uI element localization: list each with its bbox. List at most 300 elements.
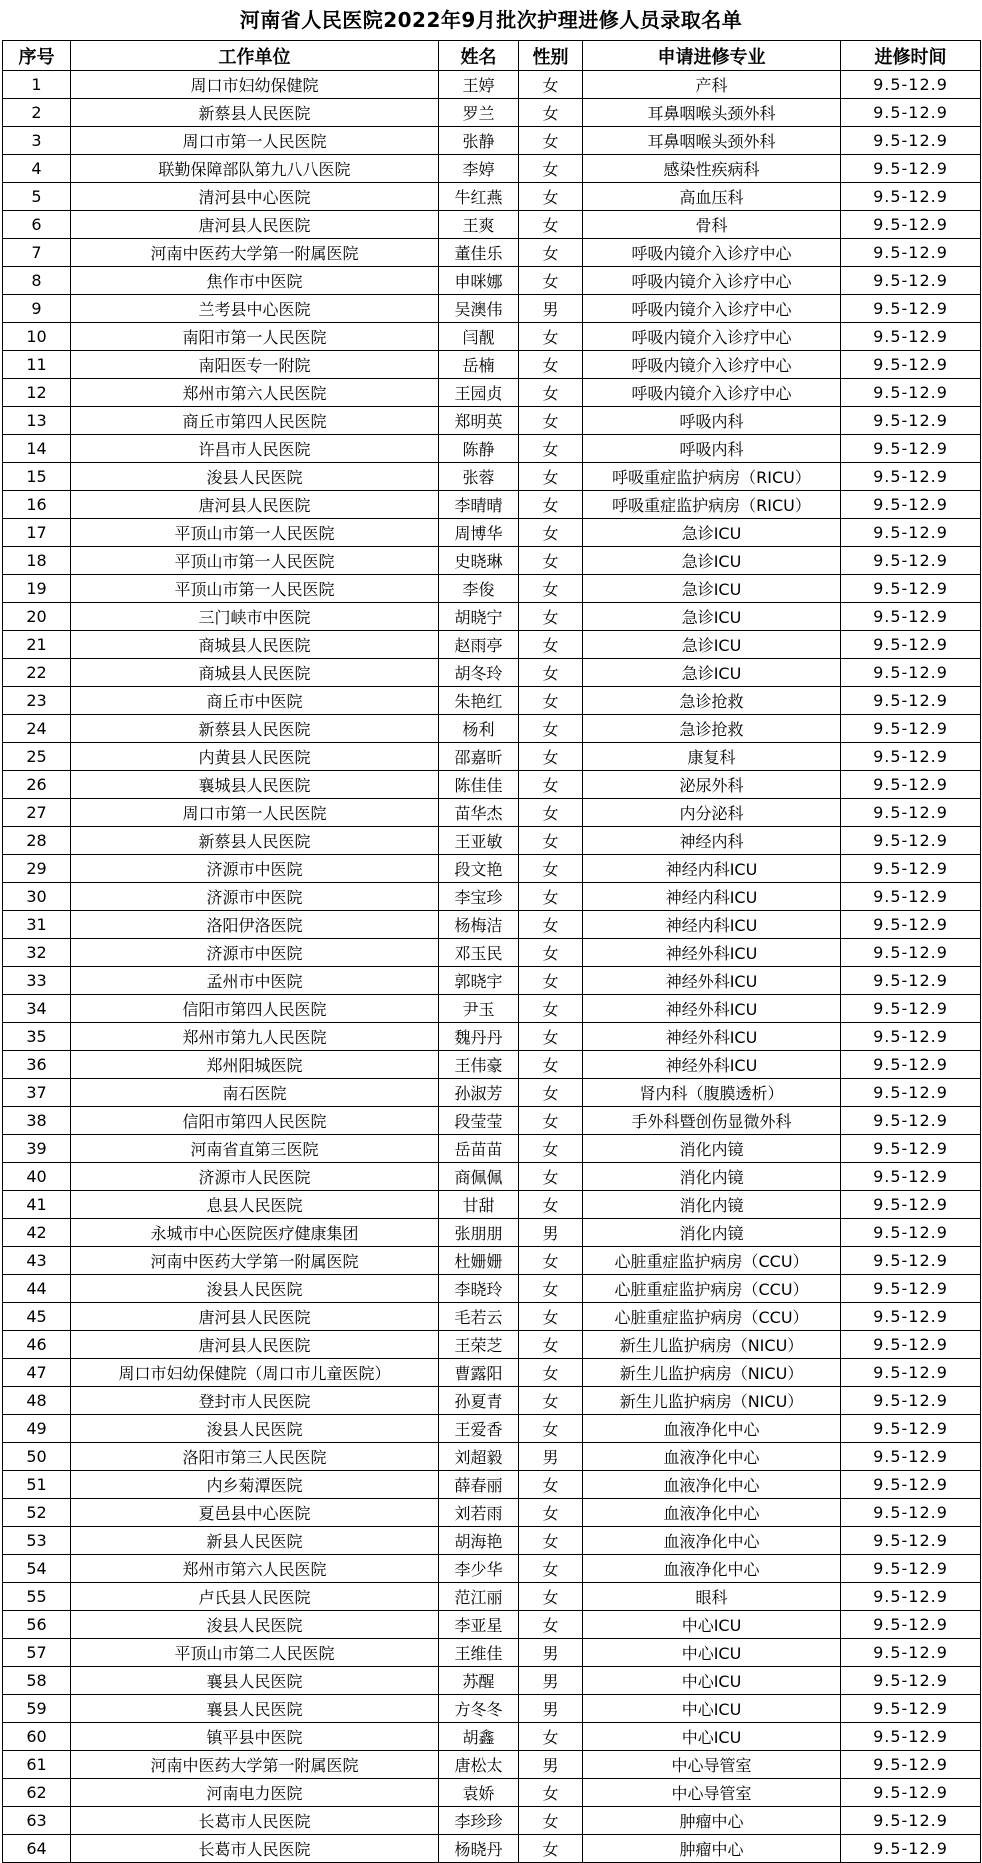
cell-specialty: 肿瘤中心 <box>583 1807 841 1835</box>
cell-period: 9.5-12.9 <box>841 1107 981 1135</box>
cell-name: 罗兰 <box>439 99 519 127</box>
cell-name: 王爽 <box>439 211 519 239</box>
cell-gender: 女 <box>519 1023 583 1051</box>
cell-name: 李珍珍 <box>439 1807 519 1835</box>
cell-period: 9.5-12.9 <box>841 323 981 351</box>
table-row <box>3 1723 981 1751</box>
cell-specialty: 血液净化中心 <box>583 1527 841 1555</box>
cell-index: 10 <box>3 323 71 351</box>
cell-period: 9.5-12.9 <box>841 239 981 267</box>
cell-work-unit: 周口市第一人民医院 <box>71 799 439 827</box>
cell-index: 45 <box>3 1303 71 1331</box>
table-row <box>3 99 981 127</box>
cell-name: 郭晓宇 <box>439 967 519 995</box>
cell-name: 申咪娜 <box>439 267 519 295</box>
cell-work-unit: 济源市中医院 <box>71 939 439 967</box>
table-row <box>3 1583 981 1611</box>
cell-work-unit: 周口市妇幼保健院 <box>71 71 439 99</box>
cell-period: 9.5-12.9 <box>841 1247 981 1275</box>
table-row <box>3 1695 981 1723</box>
cell-name: 张蓉 <box>439 463 519 491</box>
cell-specialty: 骨科 <box>583 211 841 239</box>
cell-period: 9.5-12.9 <box>841 491 981 519</box>
table-row <box>3 1107 981 1135</box>
table-row <box>3 1023 981 1051</box>
cell-gender: 女 <box>519 855 583 883</box>
cell-index: 27 <box>3 799 71 827</box>
header-specialty: 申请进修专业 <box>583 41 841 71</box>
cell-work-unit: 孟州市中医院 <box>71 967 439 995</box>
cell-work-unit: 平顶山市第二人民医院 <box>71 1639 439 1667</box>
cell-specialty: 肿瘤中心 <box>583 1835 841 1863</box>
cell-gender: 女 <box>519 715 583 743</box>
cell-period: 9.5-12.9 <box>841 295 981 323</box>
cell-index: 59 <box>3 1695 71 1723</box>
cell-work-unit: 唐河县人民医院 <box>71 491 439 519</box>
cell-name: 苗华杰 <box>439 799 519 827</box>
table-row <box>3 631 981 659</box>
cell-work-unit: 商丘市中医院 <box>71 687 439 715</box>
cell-gender: 女 <box>519 351 583 379</box>
cell-name: 周博华 <box>439 519 519 547</box>
cell-index: 33 <box>3 967 71 995</box>
cell-name: 赵雨亭 <box>439 631 519 659</box>
cell-work-unit: 新县人民医院 <box>71 1527 439 1555</box>
cell-index: 39 <box>3 1135 71 1163</box>
cell-specialty: 中心ICU <box>583 1639 841 1667</box>
cell-period: 9.5-12.9 <box>841 519 981 547</box>
cell-index: 35 <box>3 1023 71 1051</box>
cell-name: 段莹莹 <box>439 1107 519 1135</box>
cell-period: 9.5-12.9 <box>841 1639 981 1667</box>
cell-gender: 男 <box>519 1751 583 1779</box>
cell-period: 9.5-12.9 <box>841 1443 981 1471</box>
table-row <box>3 967 981 995</box>
cell-work-unit: 郑州市第六人民医院 <box>71 379 439 407</box>
cell-gender: 女 <box>519 827 583 855</box>
cell-period: 9.5-12.9 <box>841 659 981 687</box>
table-row <box>3 1219 981 1247</box>
table-row <box>3 1275 981 1303</box>
table-row <box>3 211 981 239</box>
cell-name: 胡冬玲 <box>439 659 519 687</box>
cell-period: 9.5-12.9 <box>841 715 981 743</box>
cell-gender: 女 <box>519 435 583 463</box>
cell-period: 9.5-12.9 <box>841 967 981 995</box>
cell-gender: 女 <box>519 1051 583 1079</box>
table-row <box>3 127 981 155</box>
cell-gender: 女 <box>519 967 583 995</box>
cell-specialty: 神经外科ICU <box>583 1051 841 1079</box>
cell-gender: 女 <box>519 1079 583 1107</box>
cell-gender: 女 <box>519 99 583 127</box>
cell-name: 孙夏青 <box>439 1387 519 1415</box>
cell-period: 9.5-12.9 <box>841 1191 981 1219</box>
cell-specialty: 呼吸内镜介入诊疗中心 <box>583 239 841 267</box>
cell-index: 54 <box>3 1555 71 1583</box>
cell-gender: 女 <box>519 1303 583 1331</box>
cell-gender: 女 <box>519 491 583 519</box>
cell-gender: 女 <box>519 155 583 183</box>
cell-specialty: 呼吸重症监护病房（RICU） <box>583 491 841 519</box>
cell-work-unit: 济源市中医院 <box>71 883 439 911</box>
cell-specialty: 神经内科ICU <box>583 883 841 911</box>
cell-index: 12 <box>3 379 71 407</box>
cell-work-unit: 襄县人民医院 <box>71 1695 439 1723</box>
cell-specialty: 急诊抢救 <box>583 687 841 715</box>
cell-period: 9.5-12.9 <box>841 1751 981 1779</box>
cell-work-unit: 河南省直第三医院 <box>71 1135 439 1163</box>
cell-work-unit: 夏邑县中心医院 <box>71 1499 439 1527</box>
table-row <box>3 1359 981 1387</box>
table-row <box>3 183 981 211</box>
cell-period: 9.5-12.9 <box>841 1163 981 1191</box>
cell-work-unit: 商丘市第四人民医院 <box>71 407 439 435</box>
cell-name: 孙淑芳 <box>439 1079 519 1107</box>
cell-period: 9.5-12.9 <box>841 463 981 491</box>
cell-name: 李俊 <box>439 575 519 603</box>
cell-index: 62 <box>3 1779 71 1807</box>
table-body <box>3 71 981 1863</box>
cell-specialty: 中心导管室 <box>583 1779 841 1807</box>
cell-gender: 女 <box>519 71 583 99</box>
cell-specialty: 心脏重症监护病房（CCU） <box>583 1247 841 1275</box>
cell-index: 6 <box>3 211 71 239</box>
cell-work-unit: 济源市中医院 <box>71 855 439 883</box>
cell-period: 9.5-12.9 <box>841 799 981 827</box>
cell-work-unit: 商城县人民医院 <box>71 659 439 687</box>
cell-gender: 女 <box>519 1135 583 1163</box>
cell-work-unit: 浚县人民医院 <box>71 463 439 491</box>
cell-name: 杨晓丹 <box>439 1835 519 1863</box>
cell-specialty: 血液净化中心 <box>583 1499 841 1527</box>
cell-specialty: 中心ICU <box>583 1723 841 1751</box>
cell-name: 杨梅洁 <box>439 911 519 939</box>
cell-name: 刘若雨 <box>439 1499 519 1527</box>
header-name: 姓名 <box>439 41 519 71</box>
cell-specialty: 呼吸内镜介入诊疗中心 <box>583 379 841 407</box>
cell-name: 郑明英 <box>439 407 519 435</box>
cell-gender: 女 <box>519 211 583 239</box>
cell-name: 商佩佩 <box>439 1163 519 1191</box>
table-row <box>3 575 981 603</box>
cell-work-unit: 焦作市中医院 <box>71 267 439 295</box>
cell-gender: 女 <box>519 463 583 491</box>
cell-specialty: 神经外科ICU <box>583 939 841 967</box>
cell-specialty: 神经外科ICU <box>583 967 841 995</box>
cell-work-unit: 洛阳伊洛医院 <box>71 911 439 939</box>
cell-gender: 女 <box>519 1723 583 1751</box>
cell-gender: 女 <box>519 883 583 911</box>
cell-work-unit: 襄县人民医院 <box>71 1667 439 1695</box>
cell-specialty: 急诊ICU <box>583 575 841 603</box>
cell-gender: 女 <box>519 239 583 267</box>
cell-specialty: 康复科 <box>583 743 841 771</box>
cell-index: 56 <box>3 1611 71 1639</box>
cell-period: 9.5-12.9 <box>841 267 981 295</box>
cell-name: 唐松太 <box>439 1751 519 1779</box>
page-title: 河南省人民医院2022年9月批次护理进修人员录取名单 <box>239 8 743 32</box>
cell-work-unit: 平顶山市第一人民医院 <box>71 547 439 575</box>
cell-period: 9.5-12.9 <box>841 855 981 883</box>
header-period: 进修时间 <box>841 41 981 71</box>
table-row <box>3 1471 981 1499</box>
cell-period: 9.5-12.9 <box>841 155 981 183</box>
cell-name: 李晓玲 <box>439 1275 519 1303</box>
cell-specialty: 耳鼻咽喉头颈外科 <box>583 99 841 127</box>
cell-period: 9.5-12.9 <box>841 379 981 407</box>
cell-specialty: 高血压科 <box>583 183 841 211</box>
table-row <box>3 1779 981 1807</box>
cell-period: 9.5-12.9 <box>841 1499 981 1527</box>
cell-name: 魏丹丹 <box>439 1023 519 1051</box>
cell-work-unit: 南阳市第一人民医院 <box>71 323 439 351</box>
cell-period: 9.5-12.9 <box>841 183 981 211</box>
cell-specialty: 新生儿监护病房（NICU） <box>583 1387 841 1415</box>
cell-period: 9.5-12.9 <box>841 995 981 1023</box>
cell-period: 9.5-12.9 <box>841 211 981 239</box>
cell-index: 49 <box>3 1415 71 1443</box>
cell-work-unit: 新蔡县人民医院 <box>71 99 439 127</box>
cell-gender: 女 <box>519 1359 583 1387</box>
cell-work-unit: 平顶山市第一人民医院 <box>71 575 439 603</box>
cell-gender: 女 <box>519 1275 583 1303</box>
cell-work-unit: 卢氏县人民医院 <box>71 1583 439 1611</box>
cell-period: 9.5-12.9 <box>841 603 981 631</box>
cell-gender: 女 <box>519 1779 583 1807</box>
cell-specialty: 泌尿外科 <box>583 771 841 799</box>
cell-period: 9.5-12.9 <box>841 1023 981 1051</box>
table-row <box>3 911 981 939</box>
cell-index: 53 <box>3 1527 71 1555</box>
cell-index: 2 <box>3 99 71 127</box>
cell-specialty: 新生儿监护病房（NICU） <box>583 1331 841 1359</box>
table-row <box>3 1527 981 1555</box>
cell-gender: 女 <box>519 1527 583 1555</box>
cell-index: 61 <box>3 1751 71 1779</box>
cell-name: 岳苗苗 <box>439 1135 519 1163</box>
cell-work-unit: 唐河县人民医院 <box>71 1331 439 1359</box>
cell-specialty: 神经外科ICU <box>583 1023 841 1051</box>
table-row <box>3 1331 981 1359</box>
cell-name: 王亚敏 <box>439 827 519 855</box>
cell-work-unit: 南石医院 <box>71 1079 439 1107</box>
cell-index: 15 <box>3 463 71 491</box>
cell-index: 25 <box>3 743 71 771</box>
table-header-row <box>3 41 981 71</box>
cell-work-unit: 登封市人民医院 <box>71 1387 439 1415</box>
cell-gender: 女 <box>519 519 583 547</box>
cell-period: 9.5-12.9 <box>841 1835 981 1863</box>
cell-index: 4 <box>3 155 71 183</box>
cell-index: 58 <box>3 1667 71 1695</box>
cell-specialty: 血液净化中心 <box>583 1443 841 1471</box>
cell-work-unit: 内黄县人民医院 <box>71 743 439 771</box>
cell-name: 杜姗姗 <box>439 1247 519 1275</box>
cell-name: 朱艳红 <box>439 687 519 715</box>
cell-specialty: 中心ICU <box>583 1611 841 1639</box>
cell-gender: 女 <box>519 575 583 603</box>
cell-gender: 女 <box>519 1415 583 1443</box>
cell-name: 曹露阳 <box>439 1359 519 1387</box>
header-work-unit: 工作单位 <box>71 41 439 71</box>
cell-index: 3 <box>3 127 71 155</box>
cell-period: 9.5-12.9 <box>841 939 981 967</box>
cell-specialty: 神经内科ICU <box>583 855 841 883</box>
cell-name: 李婷 <box>439 155 519 183</box>
cell-name: 牛红燕 <box>439 183 519 211</box>
cell-index: 22 <box>3 659 71 687</box>
cell-index: 47 <box>3 1359 71 1387</box>
table-row <box>3 1135 981 1163</box>
cell-work-unit: 内乡菊潭医院 <box>71 1471 439 1499</box>
cell-period: 9.5-12.9 <box>841 631 981 659</box>
cell-gender: 女 <box>519 127 583 155</box>
cell-index: 34 <box>3 995 71 1023</box>
cell-index: 9 <box>3 295 71 323</box>
cell-index: 30 <box>3 883 71 911</box>
table-row <box>3 491 981 519</box>
table-row <box>3 155 981 183</box>
cell-period: 9.5-12.9 <box>841 1219 981 1247</box>
table-row <box>3 1051 981 1079</box>
cell-name: 段文艳 <box>439 855 519 883</box>
cell-index: 48 <box>3 1387 71 1415</box>
cell-specialty: 急诊ICU <box>583 603 841 631</box>
cell-name: 袁娇 <box>439 1779 519 1807</box>
cell-name: 胡海艳 <box>439 1527 519 1555</box>
cell-name: 王爱香 <box>439 1415 519 1443</box>
cell-index: 40 <box>3 1163 71 1191</box>
cell-specialty: 消化内镜 <box>583 1219 841 1247</box>
cell-name: 王婷 <box>439 71 519 99</box>
cell-name: 李晴晴 <box>439 491 519 519</box>
cell-period: 9.5-12.9 <box>841 575 981 603</box>
cell-work-unit: 信阳市第四人民医院 <box>71 1107 439 1135</box>
cell-gender: 女 <box>519 1107 583 1135</box>
cell-work-unit: 清河县中心医院 <box>71 183 439 211</box>
cell-gender: 男 <box>519 1639 583 1667</box>
cell-work-unit: 河南中医药大学第一附属医院 <box>71 1751 439 1779</box>
cell-index: 32 <box>3 939 71 967</box>
cell-gender: 女 <box>519 995 583 1023</box>
cell-specialty: 神经外科ICU <box>583 995 841 1023</box>
cell-index: 36 <box>3 1051 71 1079</box>
cell-index: 60 <box>3 1723 71 1751</box>
cell-work-unit: 信阳市第四人民医院 <box>71 995 439 1023</box>
cell-gender: 女 <box>519 799 583 827</box>
cell-work-unit: 许昌市人民医院 <box>71 435 439 463</box>
cell-gender: 女 <box>519 1387 583 1415</box>
table-row <box>3 463 981 491</box>
cell-index: 1 <box>3 71 71 99</box>
cell-specialty: 急诊ICU <box>583 659 841 687</box>
cell-specialty: 中心ICU <box>583 1695 841 1723</box>
cell-index: 5 <box>3 183 71 211</box>
cell-index: 42 <box>3 1219 71 1247</box>
cell-work-unit: 浚县人民医院 <box>71 1275 439 1303</box>
cell-specialty: 血液净化中心 <box>583 1415 841 1443</box>
cell-specialty: 消化内镜 <box>583 1135 841 1163</box>
cell-specialty: 呼吸内科 <box>583 435 841 463</box>
cell-period: 9.5-12.9 <box>841 1611 981 1639</box>
cell-gender: 女 <box>519 407 583 435</box>
cell-name: 方冬冬 <box>439 1695 519 1723</box>
table-row <box>3 883 981 911</box>
cell-period: 9.5-12.9 <box>841 1359 981 1387</box>
cell-index: 52 <box>3 1499 71 1527</box>
cell-name: 李少华 <box>439 1555 519 1583</box>
cell-period: 9.5-12.9 <box>841 407 981 435</box>
table-row <box>3 1247 981 1275</box>
table-row <box>3 771 981 799</box>
cell-index: 14 <box>3 435 71 463</box>
cell-gender: 女 <box>519 743 583 771</box>
cell-index: 29 <box>3 855 71 883</box>
cell-specialty: 急诊抢救 <box>583 715 841 743</box>
cell-gender: 女 <box>519 1583 583 1611</box>
cell-period: 9.5-12.9 <box>841 1779 981 1807</box>
cell-period: 9.5-12.9 <box>841 1583 981 1611</box>
table-row <box>3 1303 981 1331</box>
cell-gender: 女 <box>519 1611 583 1639</box>
cell-work-unit: 襄城县人民医院 <box>71 771 439 799</box>
cell-name: 邓玉民 <box>439 939 519 967</box>
cell-name: 甘甜 <box>439 1191 519 1219</box>
table-row <box>3 827 981 855</box>
cell-work-unit: 周口市第一人民医院 <box>71 127 439 155</box>
table-row <box>3 687 981 715</box>
table-row <box>3 407 981 435</box>
cell-index: 17 <box>3 519 71 547</box>
cell-gender: 女 <box>519 1555 583 1583</box>
cell-work-unit: 镇平县中医院 <box>71 1723 439 1751</box>
cell-gender: 女 <box>519 547 583 575</box>
cell-name: 胡晓宁 <box>439 603 519 631</box>
cell-name: 王园贞 <box>439 379 519 407</box>
table-row <box>3 855 981 883</box>
cell-gender: 女 <box>519 1191 583 1219</box>
cell-specialty: 肾内科（腹膜透析） <box>583 1079 841 1107</box>
cell-specialty: 新生儿监护病房（NICU） <box>583 1359 841 1387</box>
cell-period: 9.5-12.9 <box>841 1807 981 1835</box>
cell-name: 王维佳 <box>439 1639 519 1667</box>
cell-specialty: 产科 <box>583 71 841 99</box>
cell-work-unit: 周口市妇幼保健院（周口市儿童医院） <box>71 1359 439 1387</box>
cell-work-unit: 南阳医专一附院 <box>71 351 439 379</box>
table-row <box>3 1639 981 1667</box>
cell-specialty: 神经内科 <box>583 827 841 855</box>
cell-work-unit: 平顶山市第一人民医院 <box>71 519 439 547</box>
cell-specialty: 中心ICU <box>583 1667 841 1695</box>
table-row <box>3 1499 981 1527</box>
cell-work-unit: 永城市中心医院医疗健康集团 <box>71 1219 439 1247</box>
cell-gender: 女 <box>519 1247 583 1275</box>
cell-gender: 女 <box>519 323 583 351</box>
cell-period: 9.5-12.9 <box>841 1275 981 1303</box>
cell-period: 9.5-12.9 <box>841 827 981 855</box>
cell-work-unit: 郑州市第六人民医院 <box>71 1555 439 1583</box>
table-row <box>3 743 981 771</box>
cell-specialty: 急诊ICU <box>583 519 841 547</box>
cell-period: 9.5-12.9 <box>841 687 981 715</box>
cell-gender: 男 <box>519 1219 583 1247</box>
cell-name: 邵嘉昕 <box>439 743 519 771</box>
cell-work-unit: 三门峡市中医院 <box>71 603 439 631</box>
cell-index: 20 <box>3 603 71 631</box>
cell-index: 8 <box>3 267 71 295</box>
table-row <box>3 1555 981 1583</box>
